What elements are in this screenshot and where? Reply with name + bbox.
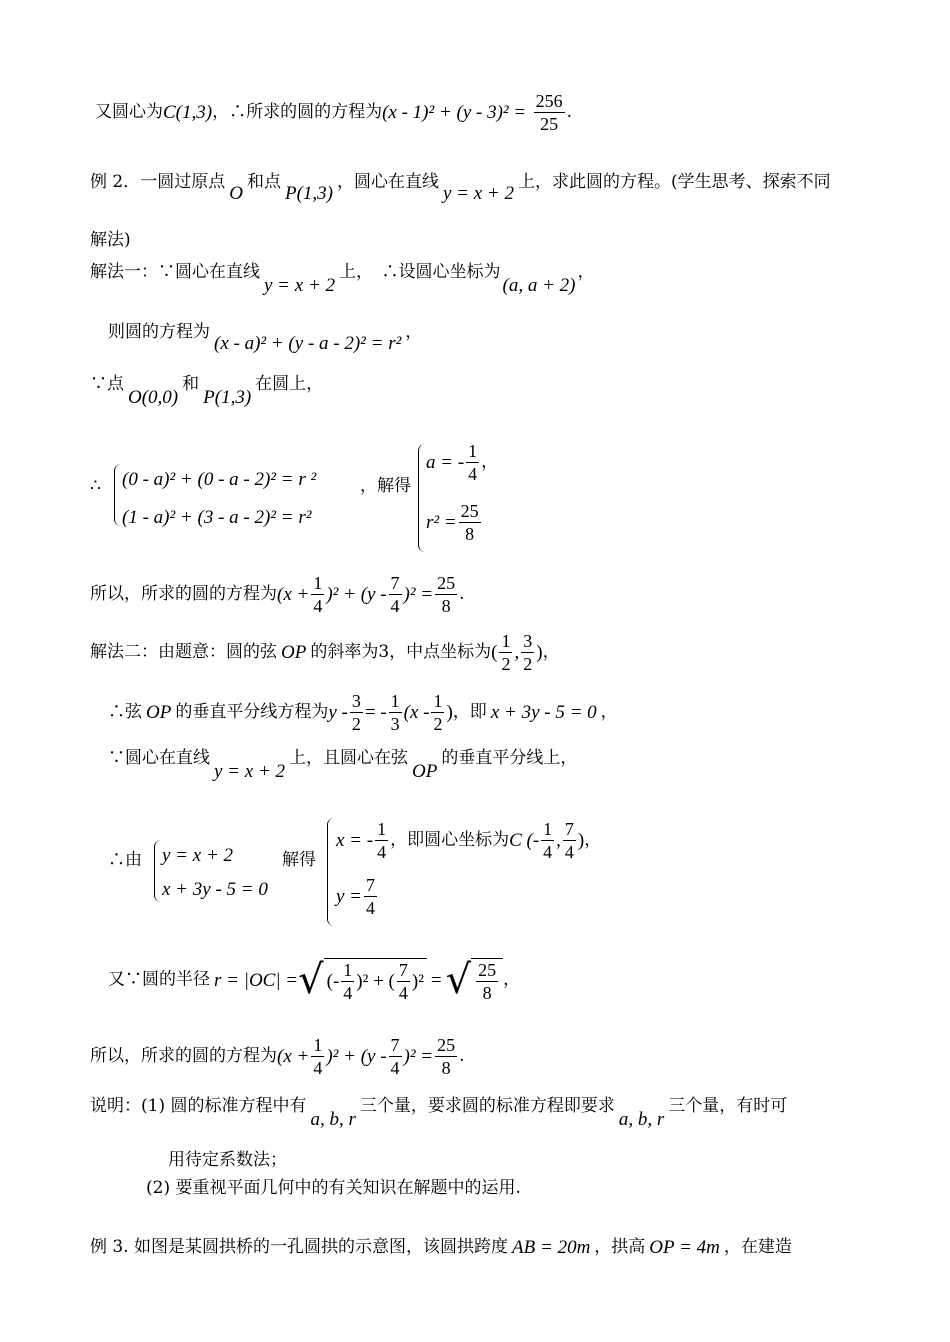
- text: ，圆心在直线: [336, 172, 439, 192]
- solution-2-line-2: ∴弦 OP 的垂直平分线方程为y - $\frac{3}{2}$ = - $\frac{1}{3}$ (x - $\frac{1}{2}$ )，即 x + 3y - 5 = 0 ，: [108, 691, 618, 734]
- solution-x: x = - $\frac{1}{4}$ ，即圆心坐标为C (- $\frac{1}{4}$ , $\frac{7}{4}$ )，: [336, 819, 602, 862]
- text: ∵点: [90, 374, 124, 394]
- left-brace: [154, 840, 161, 902]
- radius-line: 又∵圆的半径 r = |OC| =√ (- $\frac{1}{4}$ )² + ( $\frac{7}{4}$ )² = √ $\frac{25}{8}$ ，: [108, 957, 521, 1003]
- note-line-1: 说明：(1) 圆的标准方程中有a, b, r三个量，要求圆的标准方程即要求a, b, r三个量，有时可: [90, 1096, 788, 1130]
- math: (x - a)² + (y - a - 2)² = r²: [214, 333, 402, 354]
- text: 上， ∴设圆心坐标为: [339, 262, 501, 282]
- math: y = x + 2: [264, 275, 336, 296]
- text: 在圆上，: [255, 374, 324, 394]
- solve2-label: 解得: [282, 850, 316, 870]
- text: 又圆心为: [95, 102, 163, 122]
- solution-1-line-1: [90, 262, 595, 296]
- solution-y: y = $\frac{7}{4}$: [336, 875, 376, 918]
- system2-eq-1: y = x + 2: [162, 845, 234, 866]
- text: ，: [577, 262, 595, 282]
- text: ，∴所求的圆的方程为: [212, 102, 383, 122]
- example-2-line: [90, 172, 831, 204]
- example-3-line: 例 3. 如图是某圆拱桥的一孔圆拱的示意图，该圆拱跨度 AB = 20m ，拱高 OP = 4m ，在建造: [90, 1237, 792, 1258]
- solution-r: r² = $\frac{25}{8}$: [426, 501, 479, 544]
- text: 解法): [90, 230, 131, 250]
- solution-1-line-2: [108, 322, 423, 354]
- left-brace: [114, 464, 121, 526]
- text: .: [566, 102, 573, 122]
- text: 和: [182, 374, 200, 394]
- math: (a, a + 2): [502, 275, 576, 296]
- math: P(1,3): [203, 387, 252, 408]
- note-line-3: (2) 要重视平面几何中的有关知识在解题中的运用.: [146, 1178, 521, 1198]
- text: 上，求此圆的方程。(学生思考、探索不同: [518, 172, 831, 192]
- solution-2-line-3: ∵圆心在直线y = x + 2上，且圆心在弦OP的垂直平分线上，: [108, 748, 578, 782]
- system2-eq-2: x + 3y - 5 = 0: [162, 879, 268, 900]
- solution-2-result: 所以，所求的圆的方程为(x + $\frac{1}{4}$ )² + (y - $\frac{7}{4}$ )² = $\frac{25}{8}$ .: [90, 1035, 465, 1078]
- system-eq-2: (1 - a)² + (3 - a - 2)² = r²: [122, 507, 312, 528]
- fraction: $\frac{256}{25}$: [535, 91, 563, 134]
- left-brace: [327, 818, 334, 926]
- math: O(0,0): [128, 387, 179, 408]
- text: 和点: [246, 172, 281, 192]
- solution-2-line-1: 解法二：由题意：圆的弦 OP 的斜率为3，中点坐标为( $\frac{1}{2}$ , $\frac{3}{2}$ )，: [90, 631, 560, 674]
- therefore: ∴: [90, 476, 101, 496]
- solution-a: a = - $\frac{1}{4}$ ，: [426, 441, 499, 484]
- left-brace: [418, 444, 425, 552]
- system-eq-1: (0 - a)² + (0 - a - 2)² = r ²: [122, 469, 317, 490]
- example-2-line-2: [90, 232, 131, 249]
- line-1: [95, 92, 572, 133]
- math: C(1,3): [163, 102, 213, 123]
- solution-1-line-3: [90, 374, 324, 408]
- text: ，: [405, 322, 423, 342]
- math: P(1,3): [284, 183, 333, 204]
- solution-1-result: 所以，所求的圆的方程为(x + $\frac{1}{4}$ )² + (y - $\frac{7}{4}$ )² = $\frac{25}{8}$ .: [90, 573, 465, 616]
- by-label: ∴由: [108, 850, 142, 870]
- text: 解法一：∵圆心在直线: [90, 262, 260, 282]
- text: 例 2．一圆过原点: [90, 172, 226, 192]
- solve-label: ，解得: [360, 476, 411, 496]
- math: y = x + 2: [442, 183, 514, 204]
- note-line-2: 用待定系数法；: [168, 1150, 287, 1170]
- math: (x - 1)² + (y - 3)² =: [382, 102, 527, 123]
- text: 则圆的方程为: [108, 322, 210, 342]
- math: O: [229, 183, 243, 204]
